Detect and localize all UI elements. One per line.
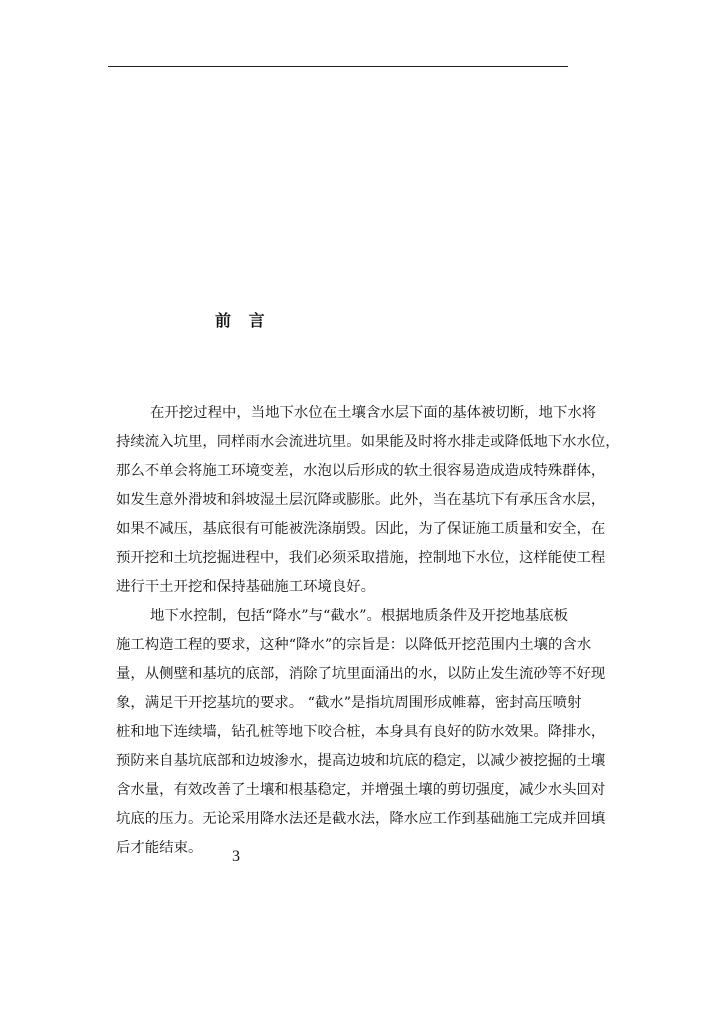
paragraph-2-line-3: 量，从侧壁和基坑的底部，消除了坑里面涌出的水，以防止发生流砂等不好现	[116, 666, 606, 682]
paragraph-2-line-4: 象，满足干开挖基坑的要求。 “截水”是指坑周围形成帷幕，密封高压喷射	[116, 695, 582, 711]
paragraph-2-line-2: 施工构造工程的要求，这种“降水”的宗旨是：以降低开挖范围内土壤的含水	[116, 637, 592, 653]
paragraph-1-line-2: 持续流入坑里，同样雨水会流进坑里。如果能及时将水排走或降低地下水水位，	[116, 434, 620, 450]
paragraph-1-line-1: 在开挖过程中，当地下水位在土壤含水层下面的基体被切断，地下水将	[150, 405, 597, 421]
paragraph-1-line-4: 如发生意外滑坡和斜坡湿土层沉降或膨胀。此外，当在基坑下有承压含水层，	[116, 492, 606, 508]
paragraph-1-line-7: 进行干土开挖和保持基础施工环境良好。	[116, 579, 376, 595]
header-rule	[108, 66, 568, 67]
paragraph-2-line-5: 桩和地下连续墙，钻孔桩等地下咬合桩，本身具有良好的防水效果。降排水，	[116, 724, 606, 740]
paragraph-2-line-1: 地下水控制，包括“降水”与“截水”。根据地质条件及开挖地基底板	[150, 608, 568, 624]
page-number: 3	[232, 848, 240, 865]
paragraph-2-line-8: 坑底的压力。无论采用降水法还是截水法，降水应工作到基础施工完成并回填	[116, 811, 606, 827]
paragraph-1-line-3: 那么不单会将施工环境变差，水泡以后形成的软土很容易造成造成特殊群体，	[116, 463, 606, 479]
paragraph-1-line-6: 预开挖和土坑挖掘进程中，我们必须采取措施，控制地下水位，这样能使工程	[116, 550, 606, 566]
paragraph-1-line-5: 如果不减压，基底很有可能被洗涤崩毁。因此，为了保证施工质量和安全，在	[116, 521, 606, 537]
paragraph-2-line-6: 预防来自基坑底部和边坡渗水，提高边坡和坑底的稳定，以减少被挖掘的土壤	[116, 753, 606, 769]
paragraph-2-line-9: 后才能结束。	[116, 840, 203, 856]
paragraph-2-line-7: 含水量，有效改善了土壤和根基稳定，并增强土壤的剪切强度，减少水头回对	[116, 782, 606, 798]
section-heading: 前 言	[215, 311, 271, 330]
